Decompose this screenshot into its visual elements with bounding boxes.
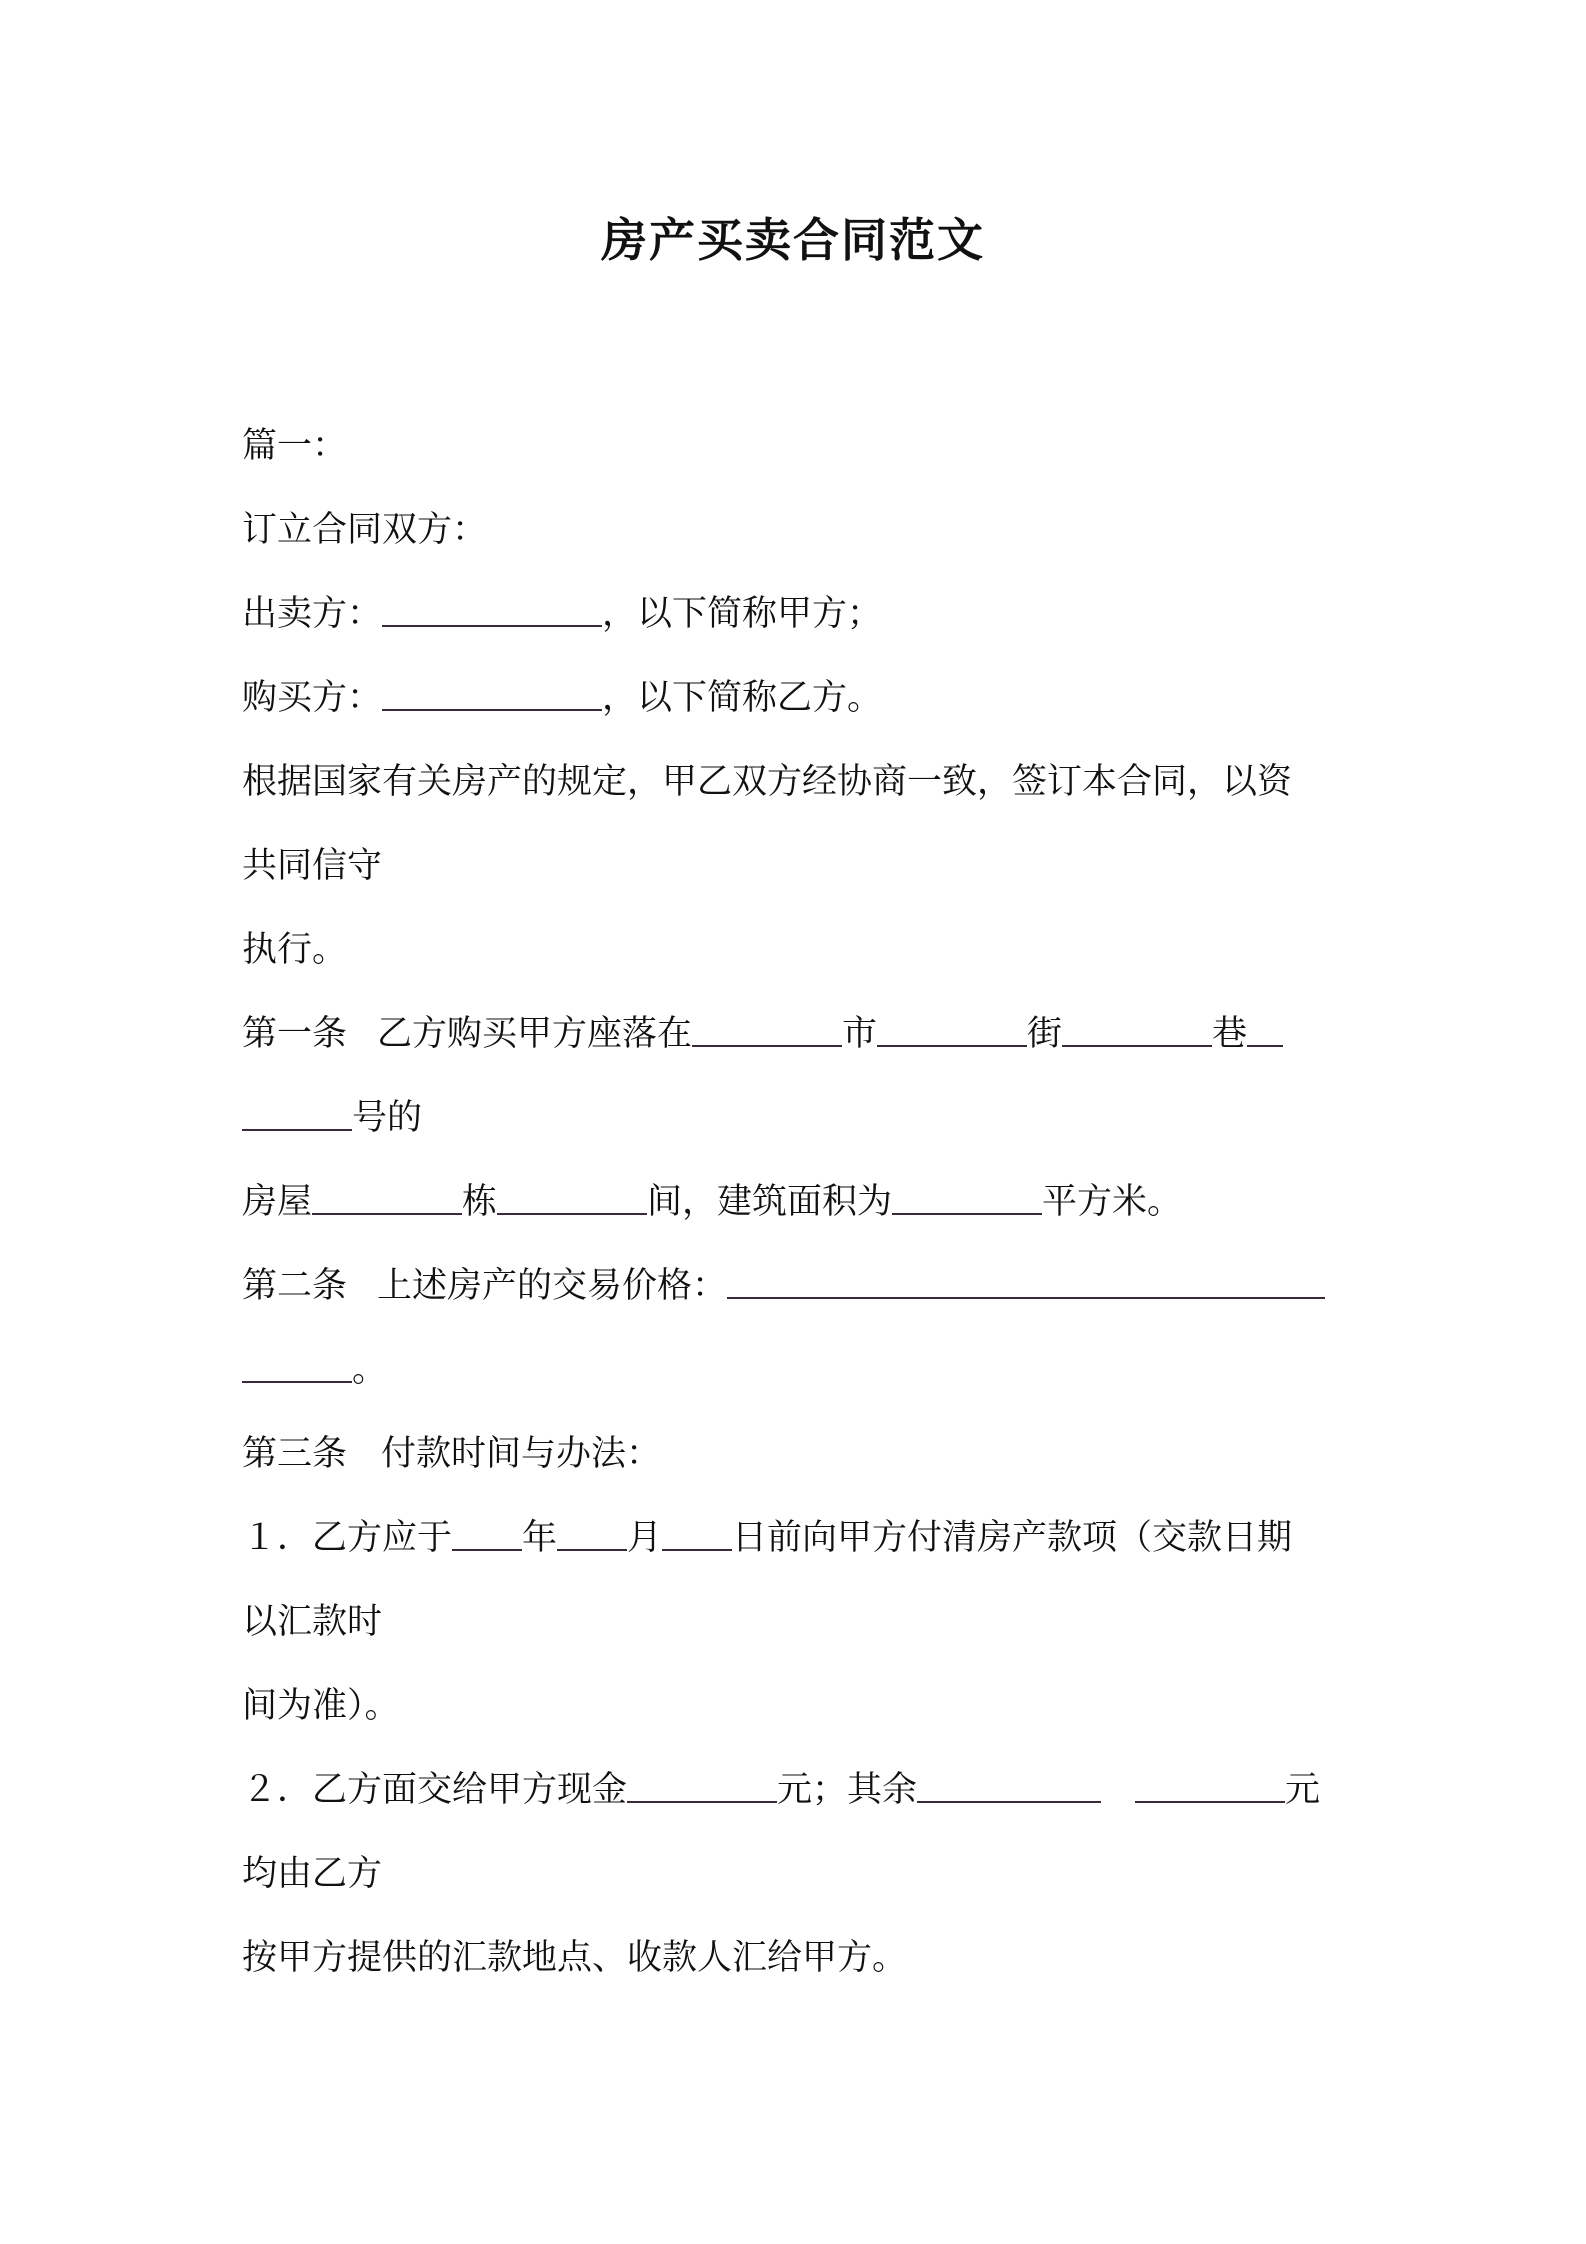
text: ２．乙方面交给甲方现金 [242,1770,628,1810]
article-1 [242,992,1362,1076]
article-3 [242,1412,1362,1496]
text: 以汇款时 [242,1602,383,1642]
text: 共同信守 [242,846,383,886]
blank-price [727,1271,1325,1299]
text: １．乙方应于 [242,1518,453,1558]
paragraph [242,1160,1362,1244]
paragraph [242,740,1362,824]
blank-month [557,1523,627,1551]
paragraph [242,1328,1362,1412]
article-label: 第一条 [242,1014,348,1054]
section-heading [242,404,1362,488]
article-2 [242,1244,1362,1328]
text: 元；其余 [777,1770,918,1810]
paragraph [242,1580,1362,1664]
buyer-line [242,656,1362,740]
text: 执行。 [242,930,348,970]
text: ，以下简称甲方； [602,594,883,634]
text: 订立合同双方： [242,510,488,550]
blank-remainder-2 [1135,1775,1285,1803]
paragraph [242,488,1362,572]
article-label: 第二条 [242,1266,348,1306]
text: 购买方： [242,678,383,718]
document-body [242,404,1362,2000]
blank-street [877,1019,1027,1047]
text: 市 [842,1014,878,1054]
blank-day [662,1523,732,1551]
blank-building [312,1187,462,1215]
text: 月 [627,1518,663,1558]
text: 出卖方： [242,594,383,634]
blank-year [452,1523,522,1551]
blank-lane [1062,1019,1212,1047]
text: 年 [522,1518,558,1558]
text: 栋 [462,1182,498,1222]
blank-number [242,1103,352,1131]
paragraph [242,1664,1362,1748]
text: 元 [1285,1770,1321,1810]
text: 日前向甲方付清房产款项（交款日期 [732,1518,1293,1558]
clause-1 [242,1496,1362,1580]
paragraph [242,908,1362,992]
text: 付款时间与办法： [381,1434,662,1474]
paragraph [242,1076,1362,1160]
blank-price-cont [242,1355,352,1383]
paragraph [242,1916,1362,2000]
article-label: 第三条 [242,1434,348,1474]
blank-area [892,1187,1042,1215]
text: 号的 [352,1098,423,1138]
blank-cash [627,1775,777,1803]
text: ，以下简称乙方。 [602,678,883,718]
text: 房屋 [242,1182,313,1222]
blank-remainder-1 [917,1775,1101,1803]
text: 篇一： [242,426,348,466]
text: 巷 [1212,1014,1248,1054]
text: 乙方购买甲方座落在 [377,1014,693,1054]
text: 间为准）。 [242,1686,400,1726]
text: 均由乙方 [242,1854,383,1894]
text: 街 [1027,1014,1063,1054]
clause-2 [242,1748,1362,1832]
document-title: 房产买卖合同范文 [601,213,985,267]
blank-buyer [382,683,602,711]
blank-seller [382,599,602,627]
text: 按甲方提供的汇款地点、收款人汇给甲方。 [242,1938,908,1978]
text: 间，建筑面积为 [647,1182,893,1222]
text: 上述房产的交易价格： [377,1266,728,1306]
blank-number-start [1247,1019,1283,1047]
text: 。 [352,1350,388,1390]
seller-line [242,572,1362,656]
blank-room [497,1187,647,1215]
text: 平方米。 [1042,1182,1183,1222]
paragraph [242,1832,1362,1916]
paragraph [242,824,1362,908]
blank-city [692,1019,842,1047]
text: 根据国家有关房产的规定，甲乙双方经协商一致，签订本合同，以资 [242,762,1293,802]
